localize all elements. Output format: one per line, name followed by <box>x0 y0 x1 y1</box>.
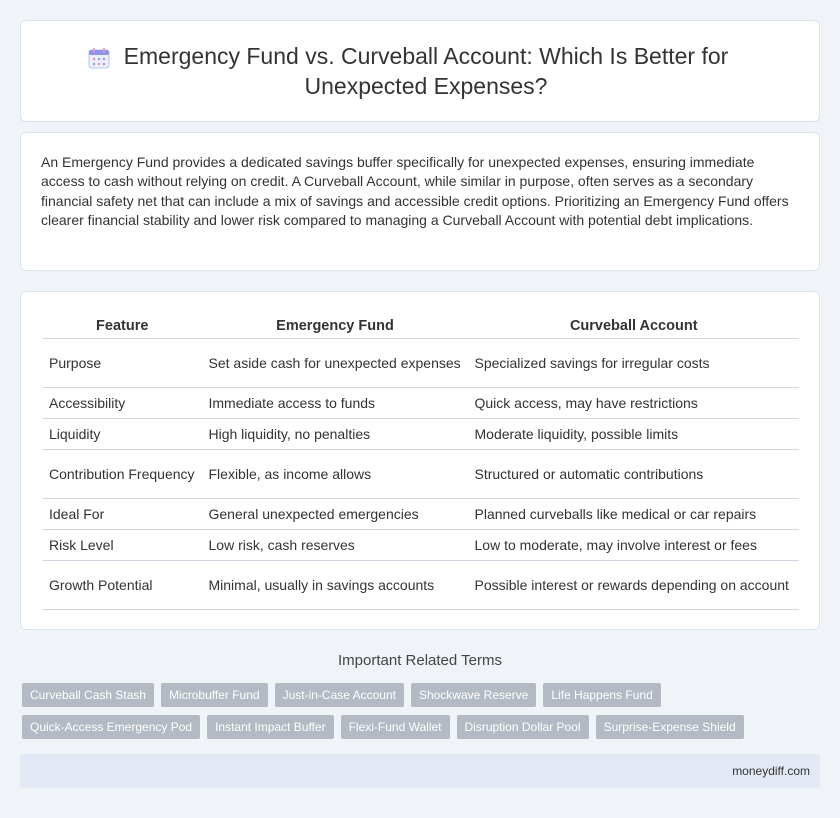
table-cell: Risk Level <box>43 529 202 560</box>
comparison-table-card <box>20 291 820 630</box>
table-cell: Moderate liquidity, possible limits <box>468 418 799 449</box>
related-term-tag[interactable]: Disruption Dollar Pool <box>457 715 589 739</box>
table-cell: Flexible, as income allows <box>202 449 468 498</box>
calendar-icon <box>88 47 110 69</box>
column-header-curveball-account: Curveball Account <box>468 316 799 338</box>
table-row <box>43 338 799 387</box>
table-cell: Purpose <box>43 338 202 387</box>
table-row <box>43 560 799 609</box>
table-cell: Immediate access to funds <box>202 387 468 418</box>
site-name[interactable]: moneydiff.com <box>732 764 810 778</box>
summary-text: An Emergency Fund provides a dedicated savings buffer specifically for unexpected expenses, ensuring immediate access to cash without relying on credit. A Curveball Account, while similar in purpose, often serves as a secondary financial safety net that can include a mix of savings and accessible credit options. Prioritizing an Emergency Fund offers clearer financial stability and lower risk compared to managing a Curveball Account with potential debt implications. <box>41 154 789 229</box>
table-cell: Growth Potential <box>43 560 202 609</box>
related-term-tag[interactable]: Life Happens Fund <box>543 683 660 707</box>
table-cell: Ideal For <box>43 498 202 529</box>
related-term-tag[interactable]: Quick-Access Emergency Pod <box>22 715 200 739</box>
table-row <box>43 449 799 498</box>
table-row <box>43 387 799 418</box>
table-cell: Structured or automatic contributions <box>468 449 799 498</box>
table-row <box>43 498 799 529</box>
column-header-feature: Feature <box>43 316 202 338</box>
related-term-tag[interactable]: Shockwave Reserve <box>411 683 536 707</box>
table-cell: Possible interest or rewards depending on account <box>468 560 799 609</box>
table-cell: Planned curveballs like medical or car repairs <box>468 498 799 529</box>
table-row <box>43 529 799 560</box>
related-term-tag[interactable]: Just-in-Case Account <box>275 683 404 707</box>
table-header-row <box>43 316 799 338</box>
page-title: Emergency Fund vs. Curveball Account: Which Is Better for Unexpected Expenses? <box>123 43 729 99</box>
column-header-emergency-fund: Emergency Fund <box>202 316 468 338</box>
table-row <box>43 418 799 449</box>
summary-card <box>20 132 820 271</box>
table-cell: High liquidity, no penalties <box>202 418 468 449</box>
related-term-tag[interactable]: Curveball Cash Stash <box>22 683 154 707</box>
comparison-table <box>43 316 799 610</box>
related-term-tag[interactable]: Microbuffer Fund <box>161 683 268 707</box>
related-terms-list <box>22 683 822 747</box>
related-term-tag[interactable]: Instant Impact Buffer <box>207 715 334 739</box>
table-cell: Contribution Frequency <box>43 449 202 498</box>
table-cell: Accessibility <box>43 387 202 418</box>
table-cell: General unexpected emergencies <box>202 498 468 529</box>
table-cell: Set aside cash for unexpected expenses <box>202 338 468 387</box>
related-terms-heading: Important Related Terms <box>338 652 502 669</box>
related-term-tag[interactable]: Flexi-Fund Wallet <box>341 715 450 739</box>
table-cell: Low risk, cash reserves <box>202 529 468 560</box>
title-card <box>20 20 820 122</box>
table-cell: Quick access, may have restrictions <box>468 387 799 418</box>
related-term-tag[interactable]: Surprise-Expense Shield <box>596 715 744 739</box>
table-cell: Specialized savings for irregular costs <box>468 338 799 387</box>
table-cell: Minimal, usually in savings accounts <box>202 560 468 609</box>
footer <box>20 754 820 788</box>
table-cell: Liquidity <box>43 418 202 449</box>
table-cell: Low to moderate, may involve interest or fees <box>468 529 799 560</box>
